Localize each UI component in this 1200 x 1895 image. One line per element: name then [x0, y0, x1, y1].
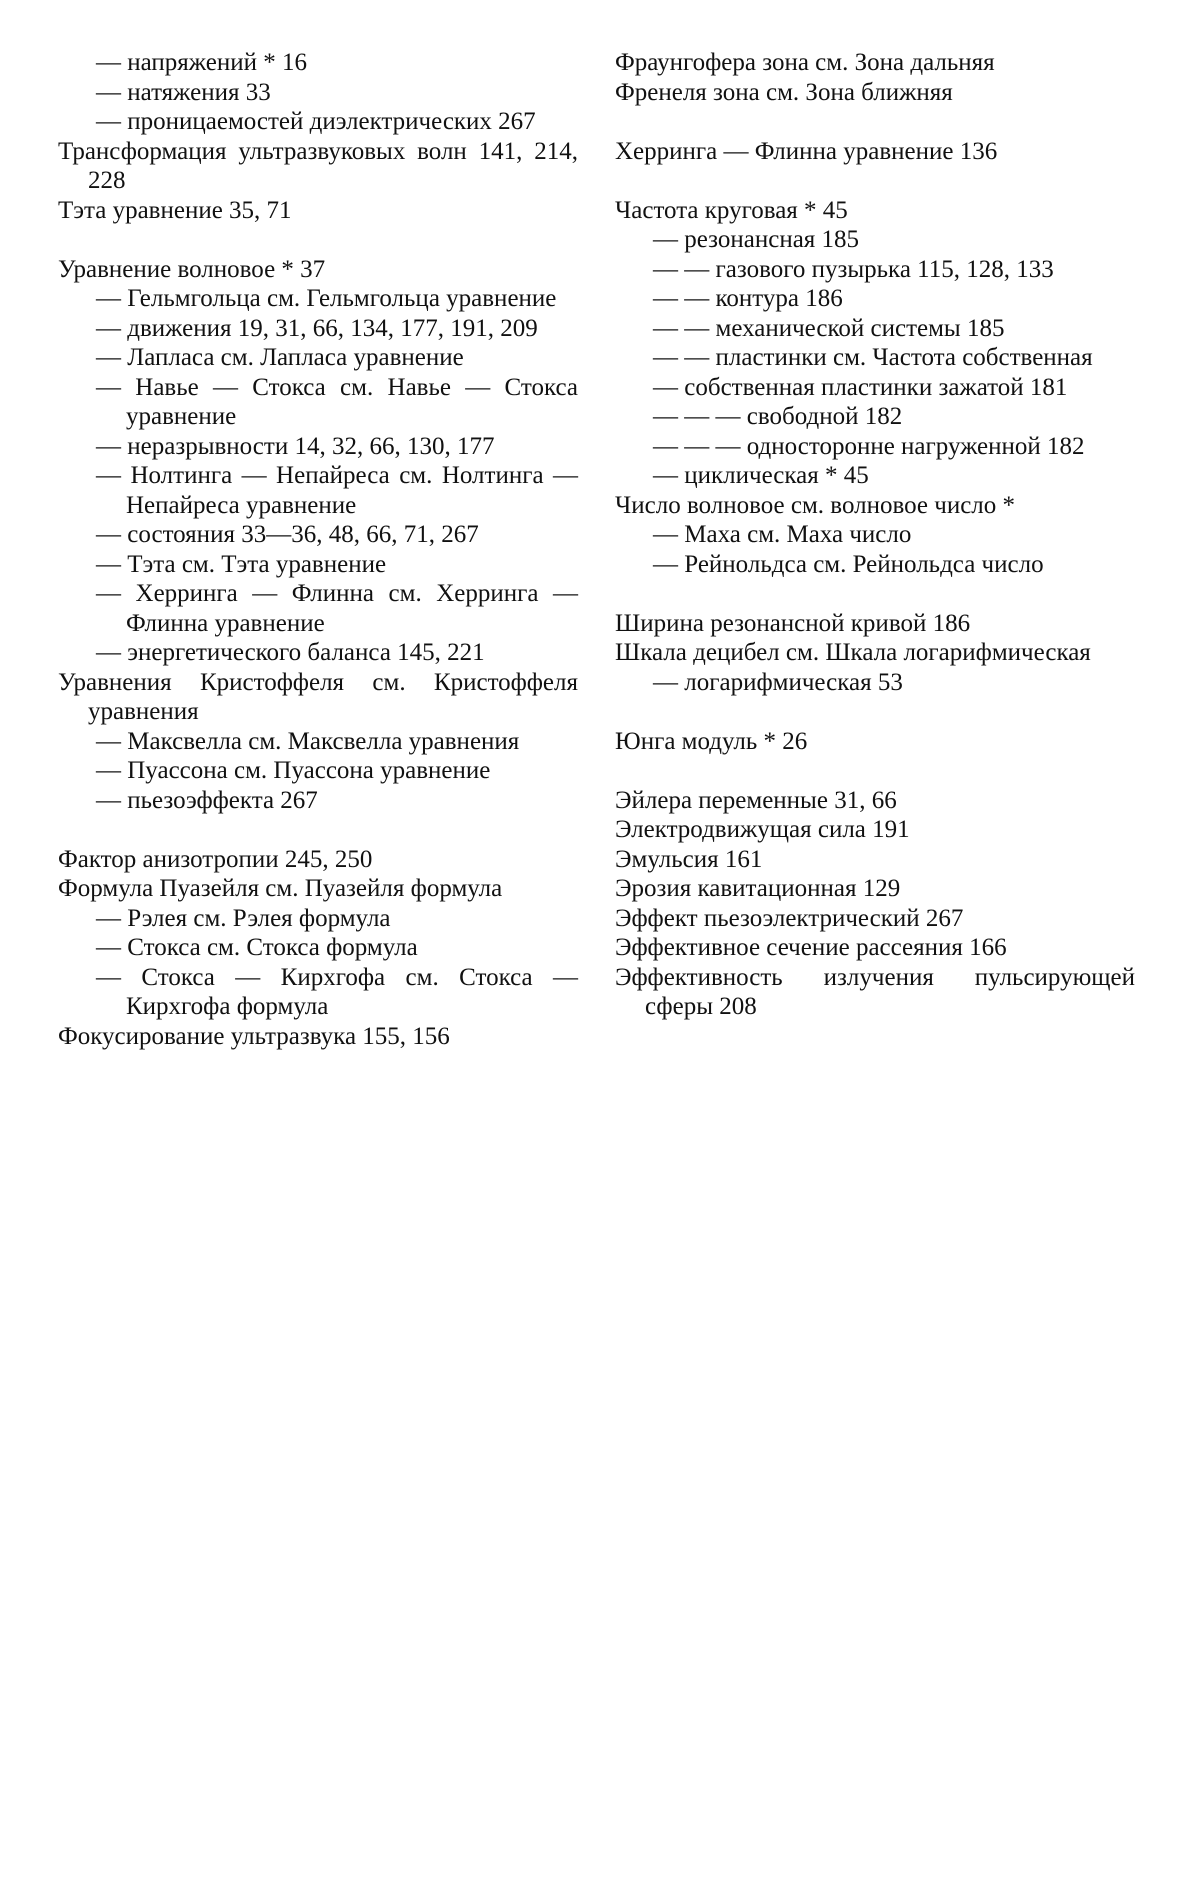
index-subentry: — напряжений * 16: [96, 49, 307, 76]
index-subentry: — — контура 186: [653, 285, 843, 312]
index-entry: Фокусирование ультразвука 155, 156: [58, 1022, 450, 1050]
index-entry: Трансформация ультразвуковых волн 141, 214, 228: [58, 137, 578, 194]
index-column-right: [615, 48, 1135, 1022]
index-subentry: — натяжения 33: [96, 78, 271, 106]
index-subentry: — Гельмгольца см. Гельмгольца уравнение: [96, 285, 557, 312]
index-subentry: — Тэта см. Тэта уравнение: [96, 550, 387, 578]
index-subentry: — — — свободной 182: [653, 403, 903, 430]
index-subentry: — Навье — Стокса см. Навье — Стокса уравнение: [96, 373, 578, 430]
index-subentry: — Херринга — Флинна см. Херринга — Флинна уравнение: [96, 580, 578, 637]
section-gap: [615, 166, 1135, 196]
section-gap: [615, 697, 1135, 727]
index-entry: Частота круговая * 45: [615, 196, 848, 224]
index-entry: Эффект пьезоэлектрический 267: [615, 904, 964, 932]
index-subentry: — Рейнольдса см. Рейнольдса число: [653, 550, 1044, 578]
index-subentry: — — — односторонне нагруженной 182: [653, 432, 1085, 460]
index-subentry: — Маха см. Маха число: [653, 521, 912, 548]
index-entry: Френеля зона см. Зона ближняя: [615, 78, 953, 106]
index-entry: Число волновое см. волновое число *: [615, 491, 1016, 519]
index-subentry: — Рэлея см. Рэлея формула: [96, 904, 391, 932]
index-entry: Эйлера переменные 31, 66: [615, 786, 897, 814]
index-entry: Эффективное сечение рассеяния 166: [615, 934, 1007, 961]
index-subentry: — проницаемостей диэлектрических 267: [96, 108, 536, 135]
index-subentry: — — механической системы 185: [653, 314, 1005, 342]
index-subentry: — логарифмическая 53: [653, 668, 903, 696]
index-entry: Шкала децибел см. Шкала логарифмическая: [615, 639, 1091, 666]
index-subentry: — Лапласа см. Лапласа уравнение: [96, 344, 464, 371]
index-entry: Ширина резонансной кривой 186: [615, 609, 971, 637]
index-entry: Эмульсия 161: [615, 845, 763, 873]
index-subentry: — — пластинки см. Частота собственная: [653, 344, 1093, 371]
index-entry: Уравнение волновое * 37: [58, 255, 326, 283]
index-subentry: — пьезоэффекта 267: [96, 786, 318, 814]
index-subentry: — Максвелла см. Максвелла уравнения: [96, 727, 520, 755]
index-subentry: — энергетического баланса 145, 221: [96, 639, 485, 666]
index-subentry: — Стокса — Кирхгофа см. Стокса — Кирхгофа формула: [96, 963, 578, 1020]
index-subentry: — неразрывности 14, 32, 66, 130, 177: [96, 432, 495, 460]
section-gap: [615, 107, 1135, 137]
section-gap: [615, 579, 1135, 609]
index-subentry: — — газового пузырька 115, 128, 133: [653, 255, 1054, 283]
index-subentry: — движения 19, 31, 66, 134, 177, 191, 209: [96, 314, 538, 342]
index-column-left: [58, 48, 578, 1051]
index-subentry: — циклическая * 45: [653, 462, 869, 489]
index-entry: Уравнения Кристоффеля см. Кристоффеля уравнения: [58, 668, 578, 725]
section-gap: [615, 756, 1135, 786]
index-entry: Эффективность излучения пульсирующей сферы 208: [615, 963, 1135, 1020]
index-entry: Фактор анизотропии 245, 250: [58, 845, 373, 873]
index-entry: Тэта уравнение 35, 71: [58, 196, 292, 224]
index-entry: Электродвижущая сила 191: [615, 816, 910, 843]
index-subentry: — собственная пластинки зажатой 181: [653, 373, 1068, 401]
index-subentry: — Пуассона см. Пуассона уравнение: [96, 757, 491, 784]
index-entry: Эрозия кавитационная 129: [615, 875, 901, 902]
section-gap: [58, 815, 578, 845]
index-subentry: — Нолтинга — Непайреса см. Нолтинга — Непайреса уравнение: [96, 462, 578, 519]
section-gap: [58, 225, 578, 255]
index-subentry: — Стокса см. Стокса формула: [96, 934, 418, 961]
index-entry: Херринга — Флинна уравнение 136: [615, 137, 998, 165]
index-entry: Фраунгофера зона см. Зона дальняя: [615, 49, 995, 76]
index-subentry: — состояния 33—36, 48, 66, 71, 267: [96, 521, 479, 548]
index-entry: Юнга модуль * 26: [615, 727, 808, 755]
index-subentry: — резонансная 185: [653, 226, 860, 253]
index-entry: Формула Пуазейля см. Пуазейля формула: [58, 875, 503, 902]
